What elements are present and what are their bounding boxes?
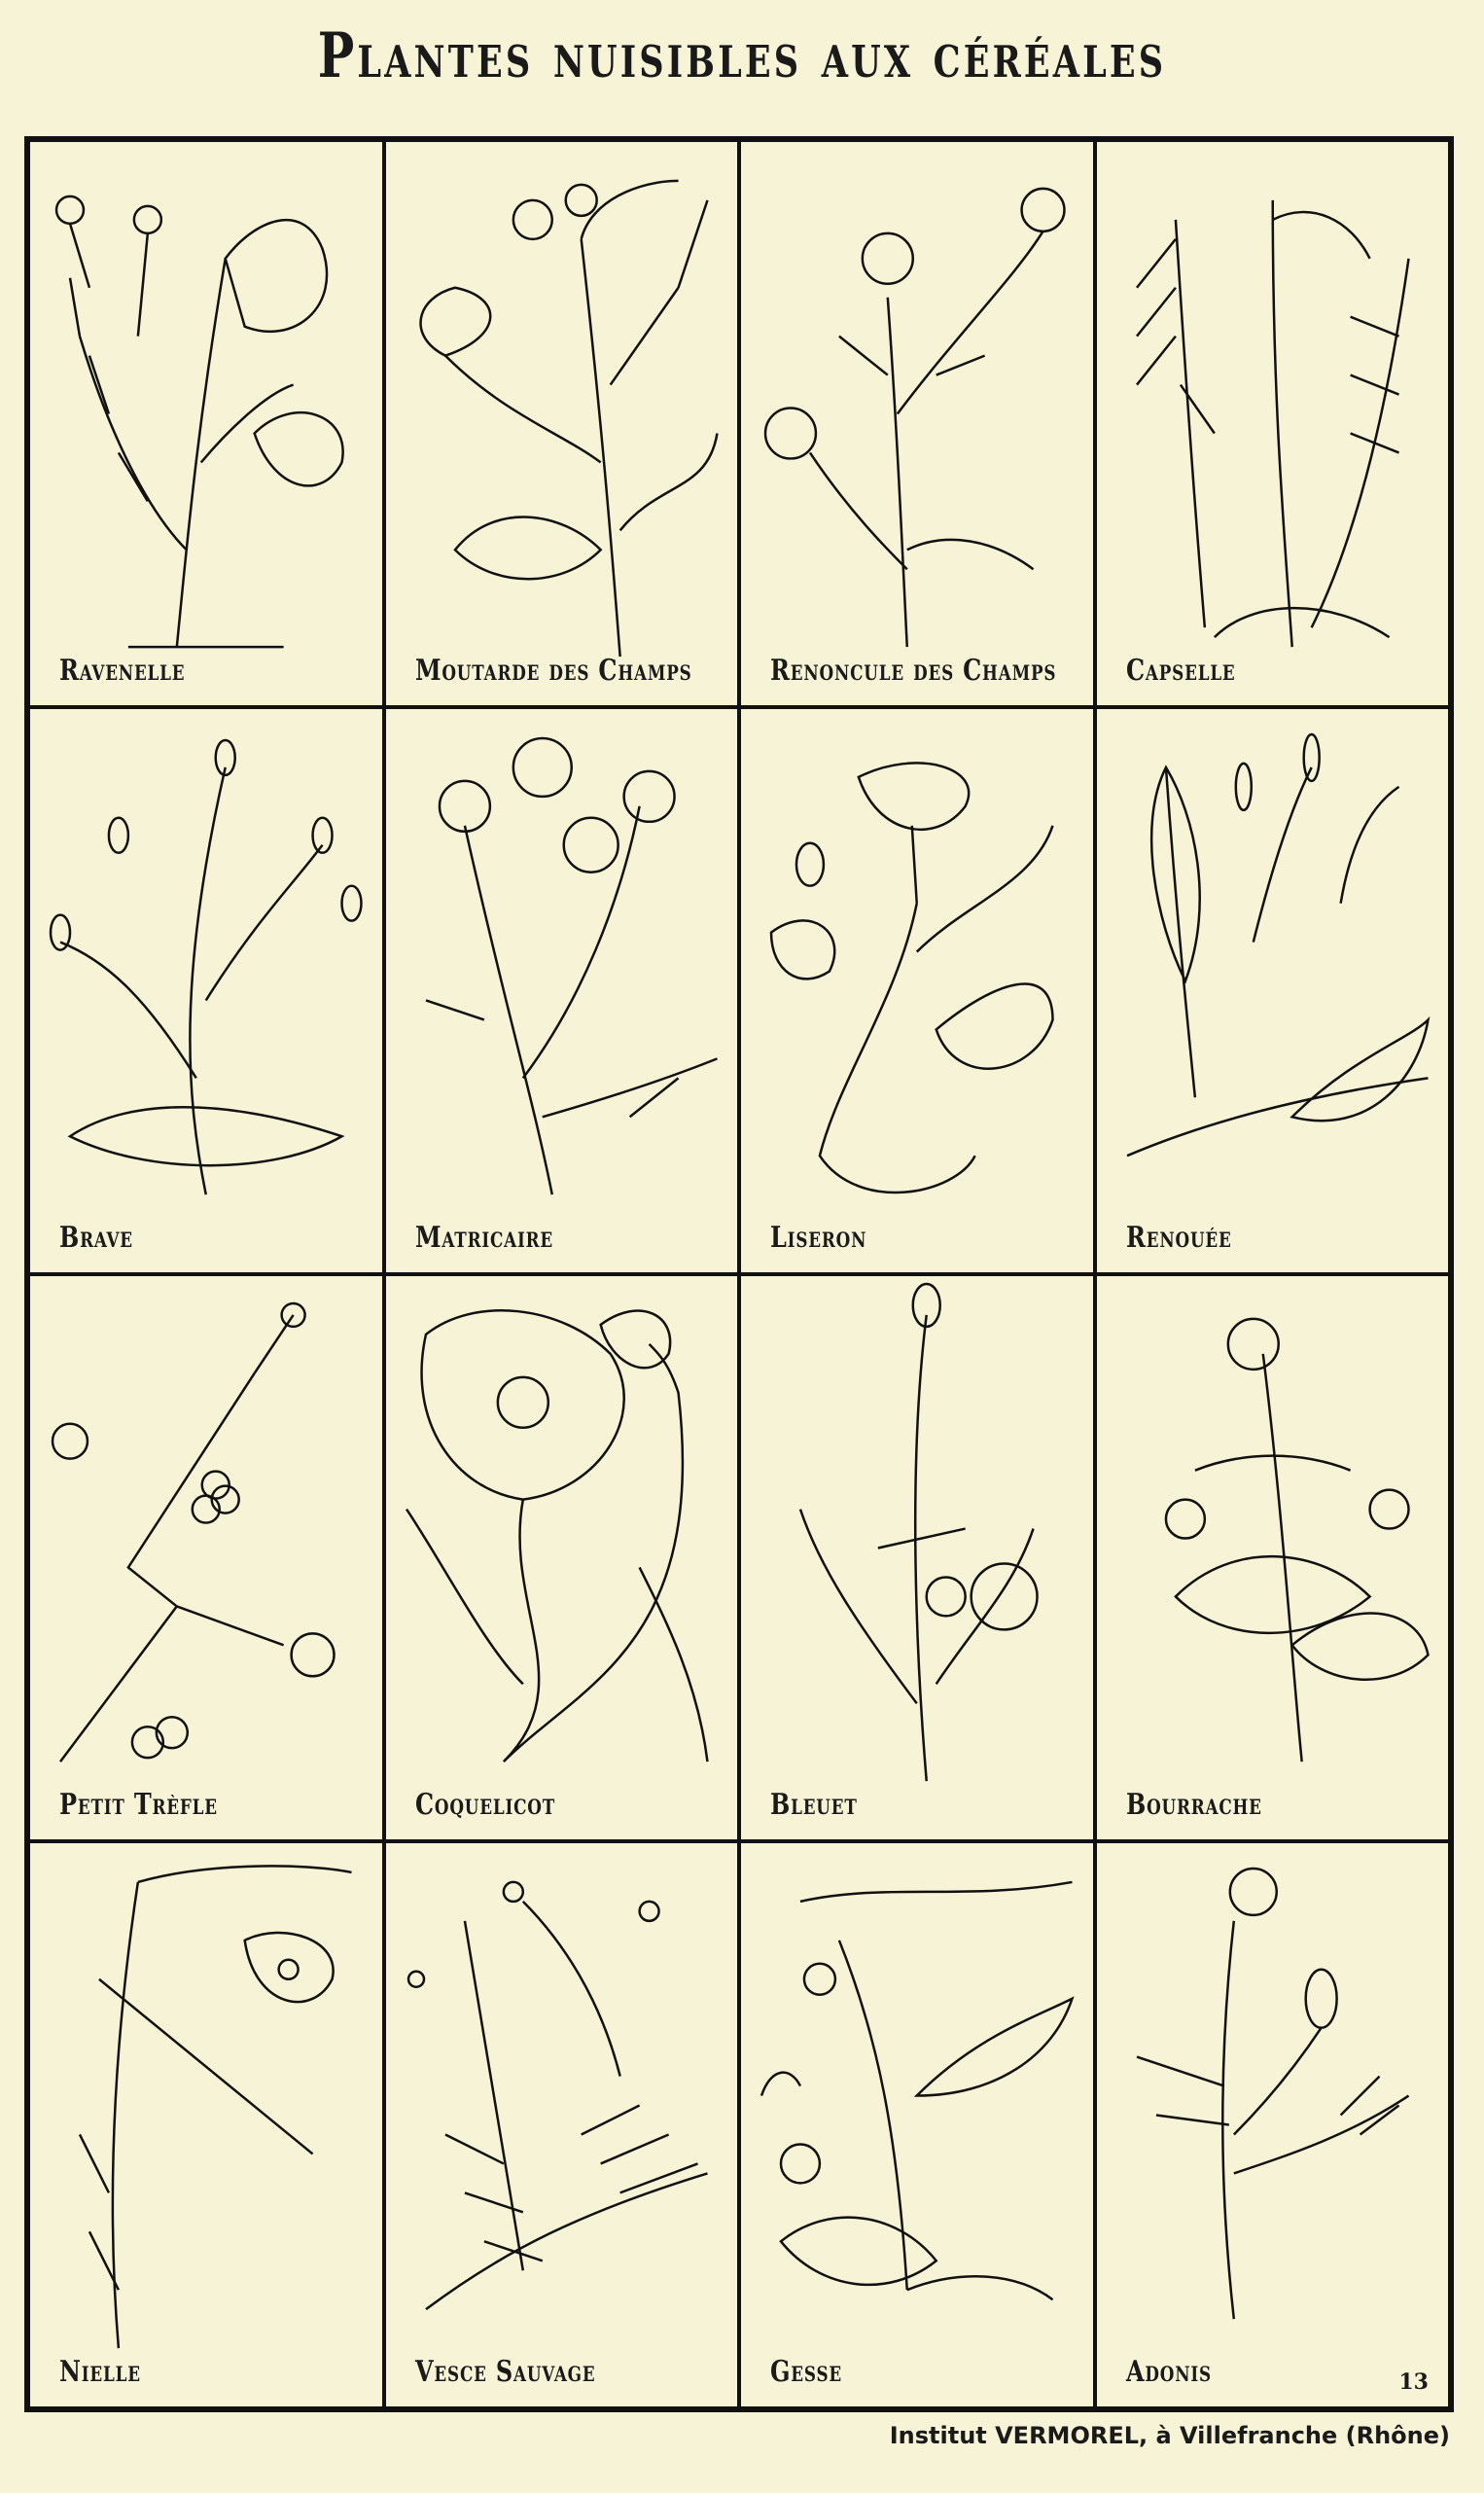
plant-label: Bourrache [1125,1788,1262,1822]
plant-label: Nielle [59,2355,141,2389]
matricaire-illustration [386,709,738,1272]
ravenelle-illustration [30,142,382,705]
bleuet-illustration [741,1276,1093,1839]
plant-cell-vesce-sauvage [384,1841,740,2408]
plant-label: Vesce Sauvage [414,2355,595,2389]
plant-label: Renoncule des Champs [770,654,1057,688]
plant-cell-matricaire [384,707,740,1274]
adonis-illustration [1097,1843,1449,2406]
plant-label: Adonis [1125,2355,1212,2389]
plant-label: Liseron [770,1221,867,1255]
plant-label: Gesse [770,2355,843,2389]
plant-grid [24,136,1454,2412]
plant-label: Matricaire [414,1221,553,1255]
plant-cell-bleuet [739,1274,1095,1841]
plant-cell-coquelicot [384,1274,740,1841]
plant-cell-petit-trefle [28,1274,384,1841]
renoncule-illustration [741,142,1093,705]
publisher-footer: Institut VERMOREL, à Villefranche (Rhône) [889,2422,1450,2449]
plant-label: Moutarde des Champs [414,654,692,688]
coquelicot-illustration [386,1276,738,1839]
plant-cell-ravenelle [28,140,384,707]
capselle-illustration [1097,142,1449,705]
plant-label: Petit Trèfle [59,1788,218,1822]
plant-label: Brave [59,1221,133,1255]
bourrache-illustration [1097,1276,1449,1839]
page-title: Plantes nuisibles aux céréales [317,19,1167,92]
liseron-illustration [741,709,1093,1272]
plant-cell-brave [28,707,384,1274]
brave-illustration [30,709,382,1272]
plant-cell-renoncule [739,140,1095,707]
vesce-sauvage-illustration [386,1843,738,2406]
plant-label: Ravenelle [59,654,186,688]
plant-cell-liseron [739,707,1095,1274]
plant-cell-gesse [739,1841,1095,2408]
moutarde-illustration [386,142,738,705]
gesse-illustration [741,1843,1093,2406]
petit-trefle-illustration [30,1276,382,1839]
plant-cell-bourrache [1095,1274,1451,1841]
plant-cell-nielle [28,1841,384,2408]
page-number: 13 [1398,2369,1429,2395]
renouee-illustration [1097,709,1449,1272]
plant-cell-renouee [1095,707,1451,1274]
nielle-illustration [30,1843,382,2406]
plant-label: Coquelicot [414,1788,555,1822]
plant-label: Capselle [1125,654,1236,688]
plant-label: Renouée [1125,1221,1232,1255]
plant-cell-moutarde [384,140,740,707]
plant-cell-adonis [1095,1841,1451,2408]
plant-label: Bleuet [770,1788,858,1822]
plant-cell-capselle [1095,140,1451,707]
